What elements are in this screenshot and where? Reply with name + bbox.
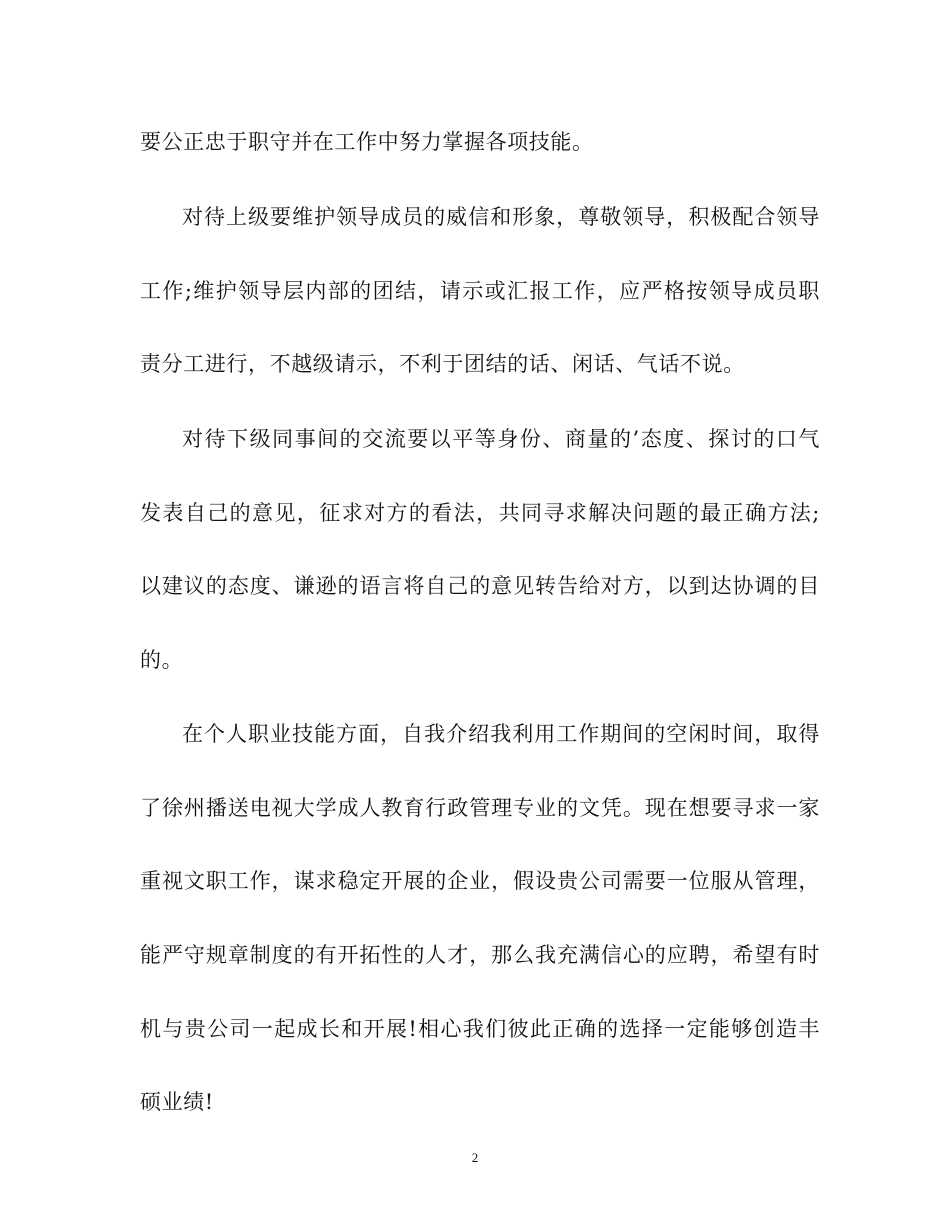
paragraph-line: 机与贵公司一起成长和开展!相心我们彼此正确的选择一定能够创造丰 bbox=[140, 1017, 820, 1041]
paragraph-line: 重视文职工作，谋求稳定开展的企业，假设贵公司需要一位服从管理， bbox=[140, 869, 820, 893]
paragraph-line: 能严守规章制度的有开拓性的人才，那么我充满信心的应聘，希望有时 bbox=[140, 943, 820, 967]
paragraph-line: 发表自己的意见，征求对方的看法，共同寻求解决问题的最正确方法; bbox=[140, 501, 820, 525]
paragraph-line: 的。 bbox=[140, 648, 184, 672]
paragraph-line: 要公正忠于职守并在工作中努力掌握各项技能。 bbox=[140, 130, 594, 154]
paragraph-line: 在个人职业技能方面，自我介绍我利用工作期间的空闲时间，取得 bbox=[182, 722, 820, 746]
page-number: 2 bbox=[471, 1150, 479, 1165]
paragraph-line: 工作;维护领导层内部的团结，请示或汇报工作，应严格按领导成员职 bbox=[140, 279, 820, 303]
paragraph-line: 对待上级要维护领导成员的威信和形象，尊敬领导，积极配合领导 bbox=[182, 205, 820, 229]
paragraph-line: 硕业绩! bbox=[140, 1090, 214, 1114]
paragraph-line: 责分工进行，不越级请示，不利于团结的话、闲话、气话不说。 bbox=[140, 352, 745, 376]
paragraph-line: 了徐州播送电视大学成人教育行政管理专业的文凭。现在想要寻求一家 bbox=[140, 796, 820, 820]
paragraph-line: 对待下级同事间的交流要以平等身份、商量的’态度、探讨的口气 bbox=[182, 427, 820, 451]
paragraph-line: 以建议的态度、谦逊的语言将自己的意见转告给对方，以到达协调的目 bbox=[140, 574, 820, 598]
